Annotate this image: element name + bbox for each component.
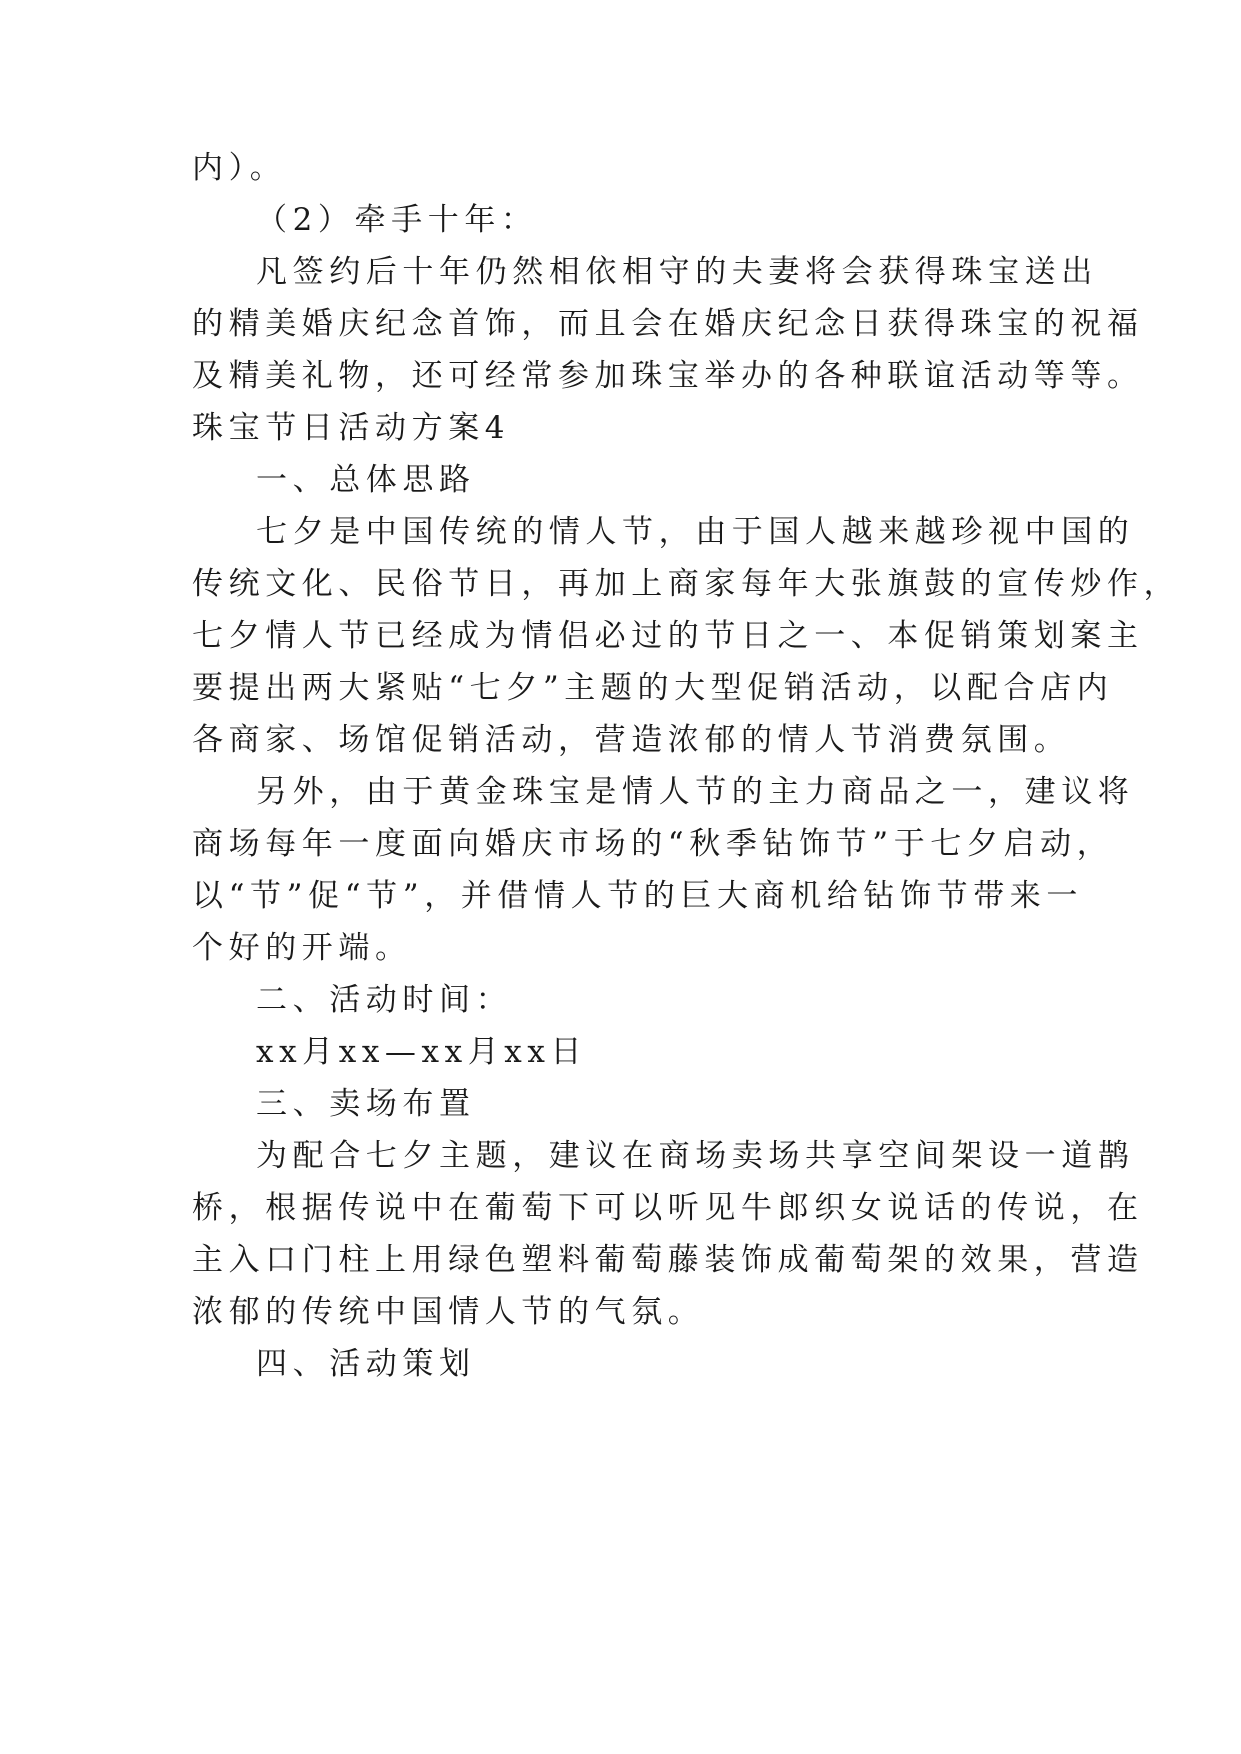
text-line: 要提出两大紧贴“七夕”主题的大型促销活动，以配合店内	[192, 670, 1114, 706]
section-heading: 二、活动时间：	[256, 982, 513, 1018]
section-heading: 四、活动策划	[256, 1346, 476, 1382]
text-line: 各商家、场馆促销活动，营造浓郁的情人节消费氛围。	[192, 722, 1071, 758]
section-heading: 一、总体思路	[256, 462, 476, 498]
subsection-heading: （2）牵手十年：	[256, 202, 538, 238]
text-line: 以“节”促“节”，并借情人节的巨大商机给钻饰节带来一	[192, 878, 1083, 914]
section-title: 珠宝节日活动方案4	[192, 410, 511, 446]
text-line: 传统文化、民俗节日，再加上商家每年大张旗鼓的宣传炒作，	[192, 566, 1181, 602]
text-line: 的精美婚庆纪念首饰，而且会在婚庆纪念日获得珠宝的祝福	[192, 306, 1144, 342]
text-line: 浓郁的传统中国情人节的气氛。	[192, 1294, 705, 1330]
text-line: 个好的开端。	[192, 930, 412, 966]
text-line: 及精美礼物，还可经常参加珠宝举办的各种联谊活动等等。	[192, 358, 1144, 394]
text-line: xx月xx—xx月xx日	[256, 1034, 588, 1070]
text-line: 另外，由于黄金珠宝是情人节的主力商品之一，建议将	[256, 774, 1135, 810]
text-line: 内）。	[192, 150, 287, 186]
text-line: 七夕是中国传统的情人节，由于国人越来越珍视中国的	[256, 514, 1135, 550]
text-line: 主入口门柱上用绿色塑料葡萄藤装饰成葡萄架的效果，营造	[192, 1242, 1144, 1278]
text-line: 为配合七夕主题，建议在商场卖场共享空间架设一道鹊	[256, 1138, 1135, 1174]
section-heading: 三、卖场布置	[256, 1086, 476, 1122]
text-line: 凡签约后十年仍然相依相守的夫妻将会获得珠宝送出	[256, 254, 1098, 290]
text-line: 七夕情人节已经成为情侣必过的节日之一、本促销策划案主	[192, 618, 1144, 654]
text-line: 桥，根据传说中在葡萄下可以听见牛郎织女说话的传说，在	[192, 1190, 1144, 1226]
text-line: 商场每年一度面向婚庆市场的“秋季钻饰节”于七夕启动，	[192, 826, 1114, 862]
